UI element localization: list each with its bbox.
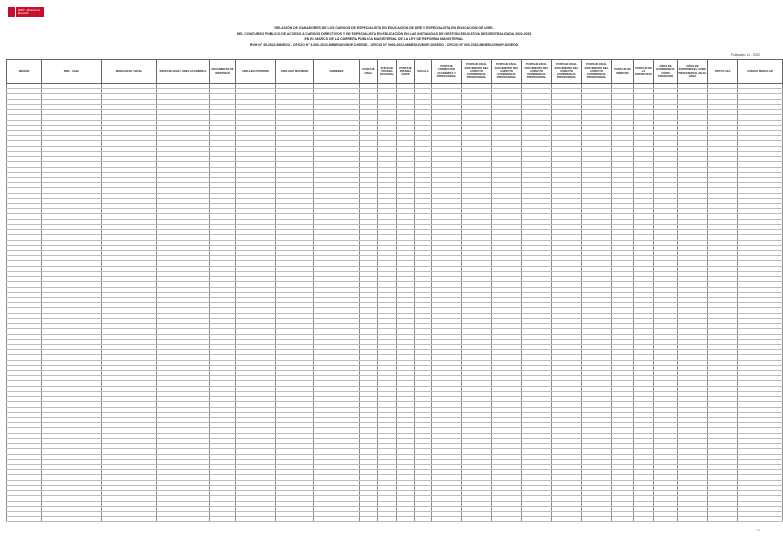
table-body — [7, 84, 783, 522]
column-header: ESPECIALIDAD / ÁREA ACADÉMICA — [157, 60, 210, 84]
table-cell — [462, 517, 492, 522]
table-cell — [738, 517, 783, 522]
table-cell — [522, 517, 552, 522]
column-header: AÑOS DE EXPERIENCIA COMO PROFESIONAL EN EL ÁREA — [678, 60, 708, 84]
shield-icon — [8, 7, 15, 17]
results-table — [6, 59, 783, 522]
table-cell — [42, 517, 102, 522]
column-header: TIPO PLAZA — [708, 60, 738, 84]
table-cell — [378, 517, 397, 522]
column-header: PUNTAJE DE LA ENTREVISTA — [634, 60, 654, 84]
logo-band — [16, 7, 44, 17]
column-header: PUNTAJE EN EL DOCUMENTO DEL ASPECTO EXPERIENCIA PROFESIONAL — [462, 60, 492, 84]
table-cell — [157, 517, 210, 522]
table-cell — [432, 517, 462, 522]
logo-text: PERÚ · Ministerio de Educación — [17, 9, 41, 15]
table-header-row — [7, 60, 783, 84]
table-cell — [7, 517, 42, 522]
column-header: REGIÓN — [7, 60, 42, 84]
column-header: APELLIDO PATERNO — [236, 60, 276, 84]
table-cell — [678, 517, 708, 522]
column-header: MODALIDAD / NIVEL — [102, 60, 157, 84]
table-cell — [612, 517, 634, 522]
page-number: 1/2 — [756, 529, 760, 532]
table-cell — [552, 517, 582, 522]
column-header: PUNTAJE EN EL DOCUMENTO DEL ASPECTO EXPERIENCIA PROFESIONAL — [492, 60, 522, 84]
table-cell — [360, 517, 378, 522]
table-cell — [314, 517, 360, 522]
column-header: NOMBRES — [314, 60, 360, 84]
table-cell — [276, 517, 314, 522]
column-header: PUNTAJE EN EL DOCUMENTO DEL ASPECTO EXPERIENCIA PROFESIONAL — [522, 60, 552, 84]
table-cell — [397, 517, 415, 522]
table-cell — [634, 517, 654, 522]
column-header: DOCUMENTO DE IDENTIDAD — [210, 60, 236, 84]
document-title-line-1: RELACIÓN DE GANADORES DE LOS CARGOS DE ESPECIALISTA EN EDUCACIÓN DE DRE Y ESPECIALISTA EN EDUCACIÓN DE UGEL — [274, 26, 494, 30]
table-cell — [708, 517, 738, 522]
column-header: PUNTAJE EN EL DOCUMENTO DEL ASPECTO EXPERIENCIA PROFESIONAL — [552, 60, 582, 84]
table-row — [7, 517, 783, 522]
table-cell — [102, 517, 157, 522]
column-header: ESCALA — [415, 60, 432, 84]
column-header: PUNTAJE PRUEBA NACIONAL — [378, 60, 397, 84]
document-title-line-4: RVM N° 45-2022-MINEDU - OFICIO N° 4-000-2022-MINEDU/VMGP-DIGEDD - OFICIO N° 0000-2022-MINEDU/VMGP-DIGEDD - OFICIO N° 000 2022-MINEDU/VMGP-DIGEDD — [249, 42, 519, 47]
column-header: DRE - UGEL — [42, 60, 102, 84]
document-title-line-2: DEL CONCURSO PÚBLICO DE ACCESO A CARGOS DIRECTIVOS Y DE ESPECIALISTA EN EDUCACIÓN EN LAS INSTANCIAS DE GESTIÓN EDUCATIVA DESCENTRALIZADA 2022-2023 — [236, 31, 532, 36]
table-cell — [582, 517, 612, 522]
column-header: PUNTAJE FINAL — [360, 60, 378, 84]
table-cell — [654, 517, 678, 522]
column-header: AÑOS DE EXPERIENCIA COMO PROFESOR — [654, 60, 678, 84]
table-cell — [492, 517, 522, 522]
table-cell — [210, 517, 236, 522]
publication-date: Publicado: 11 - 2022 — [730, 53, 760, 57]
column-header: PUNTAJE DE MÉRITOS — [612, 60, 634, 84]
column-header: APELLIDO MATERNO — [276, 60, 314, 84]
table-cell — [415, 517, 432, 522]
column-header: PUNTAJE PRUEBA COEIP — [397, 60, 415, 84]
column-header: PUNTAJE FORMACIÓN ACADÉMICA Y PROFESIONAL — [432, 60, 462, 84]
ministry-logo — [8, 7, 44, 17]
column-header: CÓDIGO MODULAR — [738, 60, 783, 84]
column-header: PUNTAJE EN EL DOCUMENTO DEL ASPECTO EXPERIENCIA PROFESIONAL — [582, 60, 612, 84]
table-cell — [236, 517, 276, 522]
document-title-line-3: EN EL MARCO DE LA CARRERA PÚBLICA MAGISTERIAL DE LA LEY DE REFORMA MAGISTERIAL — [304, 37, 464, 41]
